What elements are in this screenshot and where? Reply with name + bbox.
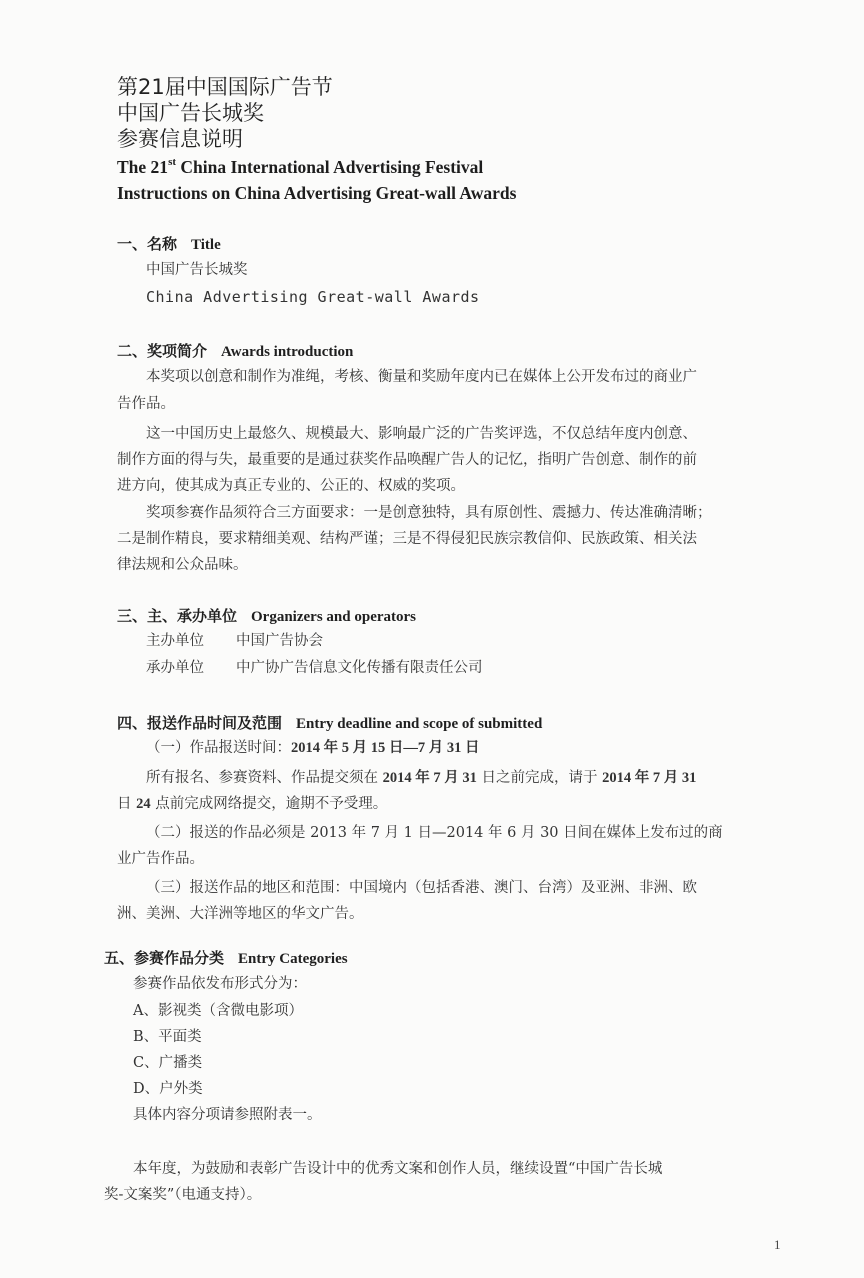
section4-item1-dates: 2014 年 5 月 15 日—7 月 31 日 [291, 740, 480, 756]
section3-heading-en: Organizers and operators [251, 609, 416, 625]
section2-p3-line2: 二是制作精良，要求精细美观、结构严谨；三是不得侵犯民族宗教信仰、民族政策、相关法 [117, 531, 697, 547]
section2-heading-cn: 二、奖项简介 [117, 342, 208, 360]
title-en-line1 [117, 157, 483, 177]
section2-p1-line1: 本奖项以创意和制作为准绳，考核、衡量和奖励年度内已在媒体上公开发布过的商业广 [146, 369, 697, 385]
page-number: 1 [774, 1237, 781, 1252]
section5-category-b: B、平面类 [133, 1029, 202, 1045]
section2-p2-line2: 制作方面的得与失，最重要的是通过获奖作品唤醒广告人的记忆，指明广告创意、制作的前 [117, 452, 697, 468]
closing-line1: 本年度，为鼓励和表彰广告设计中的优秀文案和创作人员，继续设置“中国广告长城 [133, 1161, 663, 1177]
section4-p1-line1 [146, 771, 696, 786]
section5-heading [104, 951, 348, 967]
section5-category-a: A、影视类（含微电影项） [133, 1003, 303, 1019]
section4-p1-line1-b: 2014 年 7 月 31 [382, 770, 477, 786]
section4-p1-line2-b: 24 [136, 796, 151, 812]
section5-category-d: D、户外类 [133, 1081, 203, 1097]
title-en-line1-a: The 21 [117, 157, 169, 177]
section5-note: 具体内容分项请参照附表一。 [133, 1107, 322, 1123]
section1-heading-en: Title [191, 237, 221, 253]
section4-item1 [146, 741, 480, 756]
section4-item2-line1: （二）报送的作品必须是 2013 年 7 月 1 日—2014 年 6 月 30 日间在媒体上发布过的商 [146, 825, 723, 841]
section2-heading-en: Awards introduction [221, 344, 354, 360]
section3-host-label: 主办单位 [146, 633, 204, 649]
section4-p1-line1-d: 2014 年 7 月 31 [602, 770, 697, 786]
section2-heading [117, 344, 353, 360]
section4-p1-line1-c: 日之前完成，请于 [476, 770, 603, 786]
section1-heading-cn: 一、名称 [117, 235, 178, 253]
section5-category-c: C、广播类 [133, 1055, 203, 1071]
section4-p1-line2 [117, 797, 387, 812]
title-en-line1-b: China International Advertising Festival [176, 157, 484, 177]
section2-p2-line3: 进方向，使其成为真正专业的、公正的、权威的奖项。 [117, 478, 465, 494]
section4-item2-line2: 业广告作品。 [117, 851, 204, 867]
section3-heading [117, 609, 416, 625]
section3-host-value: 中国广告协会 [236, 633, 323, 649]
section1-heading [117, 237, 221, 253]
section4-item3-line1: （三）报送作品的地区和范围：中国境内（包括香港、澳门、台湾）及亚洲、非洲、欧 [146, 880, 697, 896]
section4-item1-label: （一）作品报送时间： [146, 740, 291, 756]
title-en-line1-sup: st [168, 156, 177, 168]
section5-heading-cn: 五、参赛作品分类 [104, 949, 225, 967]
section4-p1-line1-a: 所有报名、参赛资料、作品提交须在 [146, 770, 383, 786]
section5-heading-en: Entry Categories [238, 951, 348, 967]
title-en-line2: Instructions on China Advertising Great-wall Awards [117, 183, 517, 203]
title-cn-line1: 第21届中国国际广告节 [117, 75, 333, 99]
section2-p2-line1: 这一中国历史上最悠久、规模最大、影响最广泛的广告奖评选，不仅总结年度内创意、 [146, 426, 697, 442]
title-cn-line2: 中国广告长城奖 [117, 101, 264, 125]
section2-p3-line3: 律法规和公众品味。 [117, 557, 248, 573]
section5-intro: 参赛作品依发布形式分为： [133, 976, 307, 992]
section2-p3-line1: 奖项参赛作品须符合三方面要求：一是创意独特，具有原创性、震撼力、传达准确清晰； [146, 505, 712, 521]
section4-p1-line2-a: 日 [117, 796, 137, 812]
title-cn-line3: 参赛信息说明 [117, 127, 243, 151]
section2-p1-line2: 告作品。 [117, 396, 175, 412]
section4-heading-en: Entry deadline and scope of submitted [296, 716, 543, 732]
section4-heading-cn: 四、报送作品时间及范围 [117, 714, 283, 732]
section3-heading-cn: 三、主、承办单位 [117, 607, 238, 625]
section3-operator-value: 中广协广告信息文化传播有限责任公司 [236, 660, 483, 676]
section1-line2: China Advertising Great-wall Awards [146, 288, 480, 306]
section4-heading [117, 716, 542, 732]
section1-line1: 中国广告长城奖 [146, 262, 248, 278]
section4-item3-line2: 洲、美洲、大洋洲等地区的华文广告。 [117, 906, 364, 922]
section4-p1-line2-c: 点前完成网络提交，逾期不予受理。 [150, 796, 388, 812]
closing-line2: 奖-文案奖”（电通支持）。 [104, 1187, 262, 1203]
section3-operator-label: 承办单位 [146, 660, 204, 676]
